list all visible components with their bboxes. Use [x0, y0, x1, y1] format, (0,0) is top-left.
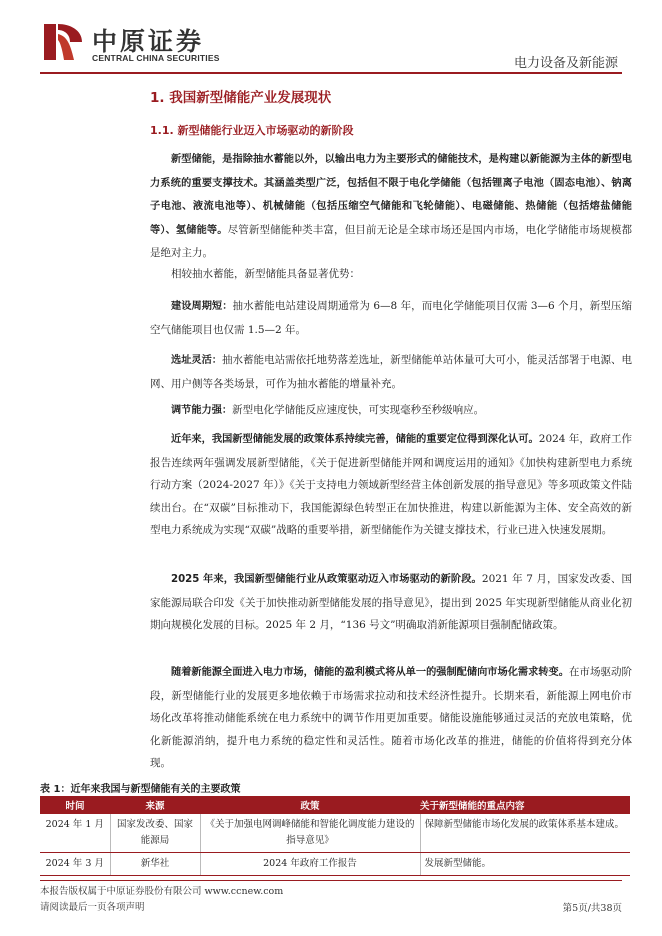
footer-left [40, 884, 283, 916]
policy-system-bold: 近年来，我国新型储能发展的政策体系持续完善，储能的重要定位得到深化认可。 [171, 434, 539, 445]
table-row [40, 814, 630, 853]
column-header-time: 时间 [40, 796, 110, 814]
company-logo [40, 20, 230, 66]
paragraph-market-driven [150, 568, 632, 637]
report-section-label: 电力设备及新能源 [513, 56, 618, 71]
paragraph-policy-system [150, 428, 632, 542]
market-driven-bold: 2025 年来，我国新型储能行业从政策驱动迈入市场驱动的新阶段。 [171, 574, 482, 585]
cell-key-content: 保障新型储能市场化发展的政策体系基本建成。 [420, 814, 630, 853]
logo-chinese-text: 中原证券 [92, 27, 205, 56]
paragraph-flexible-siting [150, 349, 632, 395]
column-header-source: 来源 [110, 796, 200, 814]
logo-emblem-icon [40, 20, 86, 64]
paragraph-advantages-intro: 相较抽水蓄能，新型储能具备显著优势： [171, 268, 360, 280]
profit-model-bold: 随着新能源全面进入电力市场，储能的盈利模式将从单一的强制配储向市场化需求转变。 [171, 667, 569, 678]
page-number: 第5页/共38页 [562, 903, 622, 914]
column-header-policy: 政策 [200, 796, 420, 814]
table-row [40, 853, 630, 876]
cell-time: 2024 年 3 月 [40, 853, 110, 876]
policy-system-text: 2024 年，政府工作报告连续两年强调发展新型储能，《关于促进新型储能并网和调度运用的通知》《加快构建新型电力系统行动方案（2024-2027 年）》《关于支持电力领域新型经营主体创新发展的指导意见》等多项政策文件陆续出台。在“双碳”目标推动下，我国能源绿色转型正在加快推进，构建以新能源为主体、安全高效的新型电力系统成为实现“双碳”战略的重要举措，新型储能作为关键支撑技术，行业已进入快速发展期。 [150, 433, 632, 537]
cell-source: 新华社 [110, 853, 200, 876]
paragraph-short-construction [150, 295, 632, 341]
regulation-text: 新型电化学储能反应速度快，可实现毫秒至秒级响应。 [232, 404, 485, 416]
table-header-row [40, 796, 630, 814]
short-construction-label: 建设周期短： [171, 301, 233, 312]
heading-level-2: 1.1. 新型储能行业迈入市场驱动的新阶段 [150, 124, 354, 137]
cell-time: 2024 年 1 月 [40, 814, 110, 853]
profit-model-text: 在市场驱动阶段，新型储能行业的发展更多地依赖于市场需求拉动和技术经济性提升。长期来看，新能源上网电价市场化改革将推动储能系统在电力系统中的调节作用更加重要。储能设施能够通过灵活的充放电策略，优化新能源消纳，提升电力系统的稳定性和灵活性。随着市场化改革的推进，储能的价值将得到充分体现。 [150, 666, 632, 770]
cell-policy: 《关于加强电网调峰储能和智能化调度能力建设的指导意见》 [200, 814, 420, 853]
header-divider [40, 72, 622, 74]
policy-table [40, 796, 630, 876]
market-driven-text: 2021 年 7 月，国家发改委、国家能源局联合印发《关于加快推动新型储能发展的指导意见》，提出到 2025 年实现新型储能从商业化初期向规模化发展的目标。2025 年 2 月，“136 号文”明确取消新能源项目强制配储政策。 [150, 573, 632, 632]
cell-key-content: 发展新型储能。 [420, 853, 630, 876]
footer-notice: 请阅读最后一页各项声明 [40, 902, 145, 913]
paragraph-definition-bold: 新型储能，是指除抽水蓄能以外，以输出电力为主要形式的储能技术，是构建以新能源为主体的新型电力系统的重要支撑技术。其涵盖类型广泛，包括但不限于电化学储能（包括锂离子电池（固态电池）、钠离子电池、液流电池等）、机械储能（包括压缩空气储能和飞轮储能）、电磁储能、热储能（包括熔盐储能等）、氢储能等。 [150, 154, 632, 236]
page-header [0, 0, 662, 76]
flexible-siting-text: 抽水蓄能电站需依托地势落差选址，新型储能单站体量可大可小，能灵活部署于电源、电网、用户侧等各类场景，可作为抽水蓄能的增量补充。 [150, 354, 633, 390]
column-header-key-content: 关于新型储能的重点内容 [420, 796, 630, 814]
flexible-siting-label: 选址灵活： [171, 355, 223, 366]
paragraph-definition [150, 148, 632, 265]
paragraph-regulation [150, 399, 632, 423]
paragraph-definition-text: 尽管新型储能种类丰富，但目前无论是全球市场还是国内市场，电化学储能市场规模都是绝对主力。 [150, 223, 632, 260]
footer-divider [40, 880, 622, 881]
short-construction-text: 抽水蓄能电站建设周期通常为 6—8 年，而电化学储能项目仅需 3—6 个月，新型压缩空气储能项目也仅需 1.5—2 年。 [150, 300, 633, 336]
cell-source: 国家发改委、国家能源局 [110, 814, 200, 853]
paragraph-profit-model [150, 661, 632, 775]
table-title: 表 1：近年来我国与新型储能有关的主要政策 [40, 784, 241, 795]
cell-policy: 2024 年政府工作报告 [200, 853, 420, 876]
regulation-label: 调节能力强： [171, 405, 233, 416]
heading-level-1: 1. 我国新型储能产业发展现状 [150, 90, 332, 106]
logo-english-text: CENTRAL CHINA SECURITIES [92, 53, 220, 63]
footer-copyright: 本报告版权属于中原证券股份有限公司 www.ccnew.com [40, 886, 284, 897]
